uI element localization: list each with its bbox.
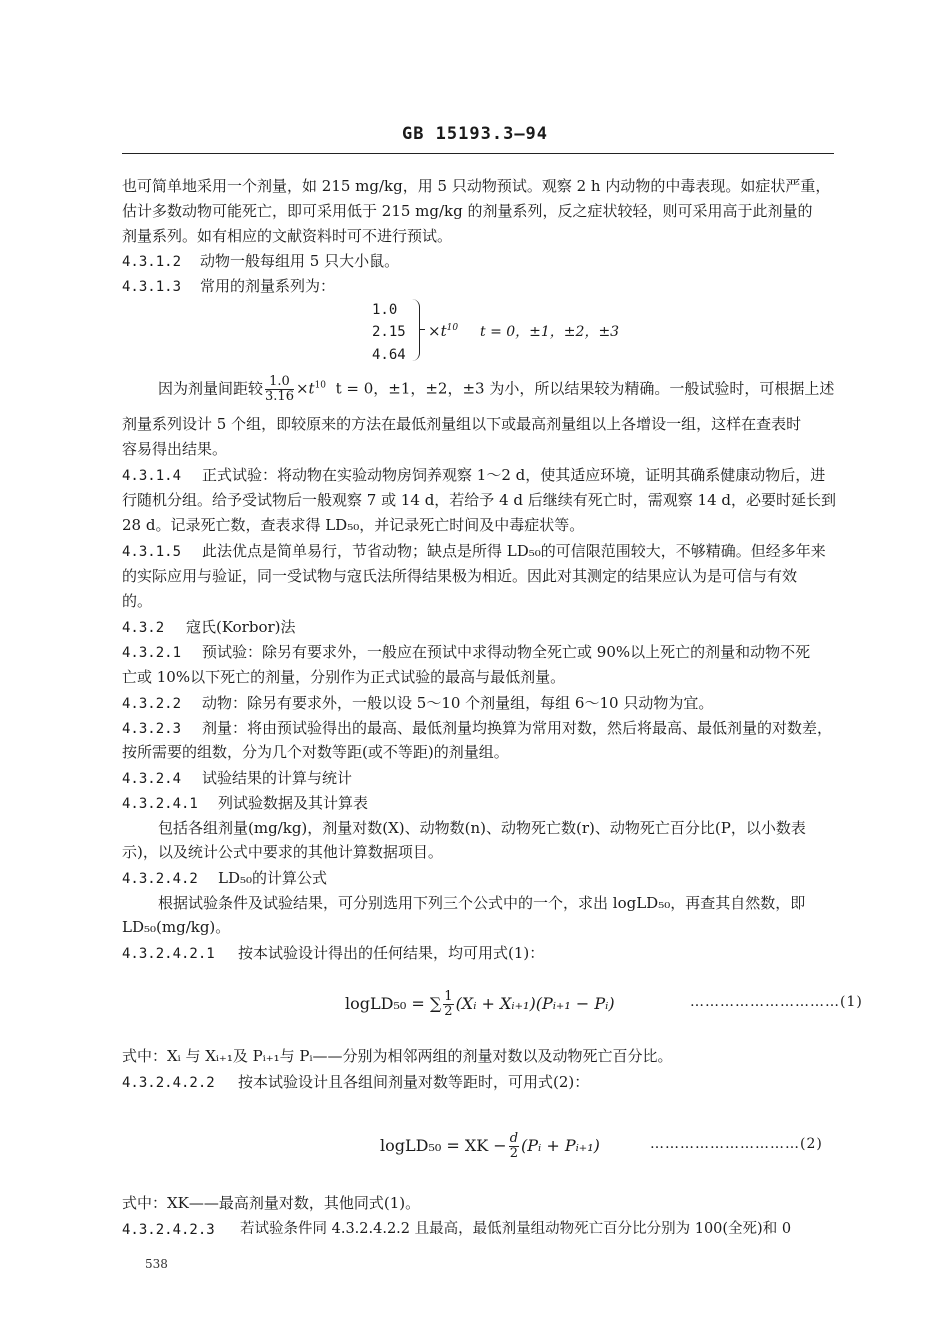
clause-number: 4.3.1.2 <box>122 254 182 270</box>
body-line: 也可简单地采用一个剂量，如 215 mg/kg，用 5 只动物预试。观察 2 h 内动物的中毒表现。如症状严重， <box>122 177 831 195</box>
dose-multiplier: $\times t^{10}$ <box>428 322 459 340</box>
body-line: 式中：XK——最高剂量对数，其他同式(1)。 <box>122 1194 421 1212</box>
clause-number: 4.3.1.5 <box>122 544 182 560</box>
clause-text: LD₅₀的计算公式 <box>218 869 328 887</box>
clause-text: 正式试验：将动物在实验动物房饲养观察 1～2 d，使其适应环境，证明其确系健康动物后，进 <box>202 466 826 484</box>
section-heading: 寇氏(Korbor)法 <box>186 618 296 636</box>
clause-text: 若试验条件同 4.3.2.4.2.2 且最高，最低剂量组动物死亡百分比分别为 100(全死)和 0 <box>240 1221 792 1237</box>
body-line: 示)，以及统计公式中要求的其他计算数据项目。 <box>122 843 443 861</box>
body-line: 估计多数动物可能死亡，即可采用低于 215 mg/kg 的剂量系列，反之症状较轻，则可采用高于此剂量的 <box>122 202 813 220</box>
body-line: 包括各组剂量(mg/kg)，剂量对数(X)、动物数(n)、动物死亡数(r)、动物死亡百分比(P，以小数表 <box>158 819 806 837</box>
clause-number: 4.3.2.1 <box>122 645 182 661</box>
body-line: LD₅₀(mg/kg)。 <box>122 918 231 936</box>
dose-value: 4.64 <box>372 347 406 363</box>
dose-t-range: t = 0，±1，±2，±3 <box>480 324 620 340</box>
body-line: 剂量系列。如有相应的文献资料时可不进行预试。 <box>122 227 453 245</box>
body-line: 28 d。记录死亡数，查表求得 LD₅₀，并记录死亡时间及中毒症状等。 <box>122 516 585 534</box>
dose-value: 2.15 <box>372 324 406 340</box>
clause-number: 4.3.2.3 <box>122 721 182 737</box>
clause-text: 列试验数据及其计算表 <box>218 794 369 812</box>
clause-text: 按本试验设计且各组间剂量对数等距时，可用式(2)： <box>238 1073 590 1091</box>
equation-number: …………………………(1) <box>690 994 863 1010</box>
fraction: $\frac{d}{2}$ <box>509 1131 519 1161</box>
clause-text: 按本试验设计得出的任何结果，均可用式(1)： <box>238 944 545 962</box>
body-line: 按所需要的组数，分为几个对数等距(或不等距)的剂量组。 <box>122 743 509 761</box>
clause-text: 此法优点是简单易行，节省动物；缺点是所得 LD₅₀的可信限范围较大，不够精确。但经多年来 <box>202 542 826 560</box>
body-line: 根据试验条件及试验结果，可分别选用下列三个公式中的一个，求出 logLD₅₀，再查其自然数，即 <box>158 894 806 912</box>
brace-tip <box>419 329 425 330</box>
clause-text: 动物一般每组用 5 只大小鼠。 <box>200 252 400 270</box>
clause-text: 动物：除另有要求外，一般以设 5～10 个剂量组，每组 6～10 只动物为宜。 <box>202 694 714 712</box>
equation-1: logLD₅₀ = ∑ $\frac{1}{2}$ (Xᵢ + Xᵢ₊₁)(Pᵢ₊₁ − Pᵢ) <box>345 989 615 1019</box>
fraction: $\frac{1}{2}$ <box>444 989 453 1019</box>
clause-number: 4.3.1.3 <box>122 279 182 295</box>
clause-number: 4.3.2.4 <box>122 771 182 787</box>
clause-number: 4.3.2 <box>122 620 165 636</box>
clause-number: 4.3.2.4.2.2 <box>122 1075 215 1091</box>
clause-text: 剂量：将由预试验得出的最高、最低剂量均换算为常用对数，然后将最高、最低剂量的对数差， <box>202 719 833 737</box>
body-line: 亡或 10%以下死亡的剂量，分别作为正式试验的最高与最低剂量。 <box>122 668 566 686</box>
clause-number: 4.3.2.4.1 <box>122 796 198 812</box>
clause-text: 常用的剂量系列为： <box>200 277 336 295</box>
body-line: 因为剂量间距较 $\frac{1.0}{3.16}$ $\times t^{10}$ t = 0，±1，±2，±3 为小，所以结果较为精确。一般试验时，可根据上述 <box>158 374 835 404</box>
clause-text: 预试验：除另有要求外，一般应在预试中求得动物全死亡或 90%以上死亡的剂量和动物不死 <box>202 643 811 661</box>
clause-number: 4.3.1.4 <box>122 468 182 484</box>
body-line: 剂量系列设计 5 个组，即较原来的方法在最低剂量组以下或最高剂量组以上各增设一组，这样在查表时 <box>122 415 802 433</box>
brace-symbol <box>411 299 420 361</box>
header-rule <box>122 153 834 154</box>
dose-value: 1.0 <box>372 302 398 318</box>
clause-number: 4.3.2.4.2.1 <box>122 946 215 962</box>
equation-number: …………………………(2) <box>650 1136 823 1152</box>
body-line: 容易得出结果。 <box>122 440 228 458</box>
body-line: 行随机分组。给予受试物后一般观察 7 或 14 d，若给予 4 d 后继续有死亡时，需观察 14 d，必要时延长到 <box>122 491 836 509</box>
clause-number: 4.3.2.4.2 <box>122 871 198 887</box>
body-line: 的。 <box>122 592 153 610</box>
standard-header: GB 15193.3—94 <box>401 124 549 144</box>
clause-text: 试验结果的计算与统计 <box>202 769 353 787</box>
page-number: 538 <box>145 1257 168 1271</box>
fraction: $\frac{1.0}{3.16}$ <box>265 374 294 404</box>
equation-2: logLD₅₀ = XK − $\frac{d}{2}$ (Pᵢ + Pᵢ₊₁) <box>380 1131 600 1161</box>
clause-number: 4.3.2.2 <box>122 696 182 712</box>
body-line: 式中：Xᵢ 与 Xᵢ₊₁及 Pᵢ₊₁与 Pᵢ——分别为相邻两组的剂量对数以及动物死亡百分比。 <box>122 1047 673 1065</box>
clause-number: 4.3.2.4.2.3 <box>122 1222 215 1238</box>
body-line: 的实际应用与验证，同一受试物与寇氏法所得结果极为相近。因此对其测定的结果应认为是可信与有效 <box>122 567 798 585</box>
